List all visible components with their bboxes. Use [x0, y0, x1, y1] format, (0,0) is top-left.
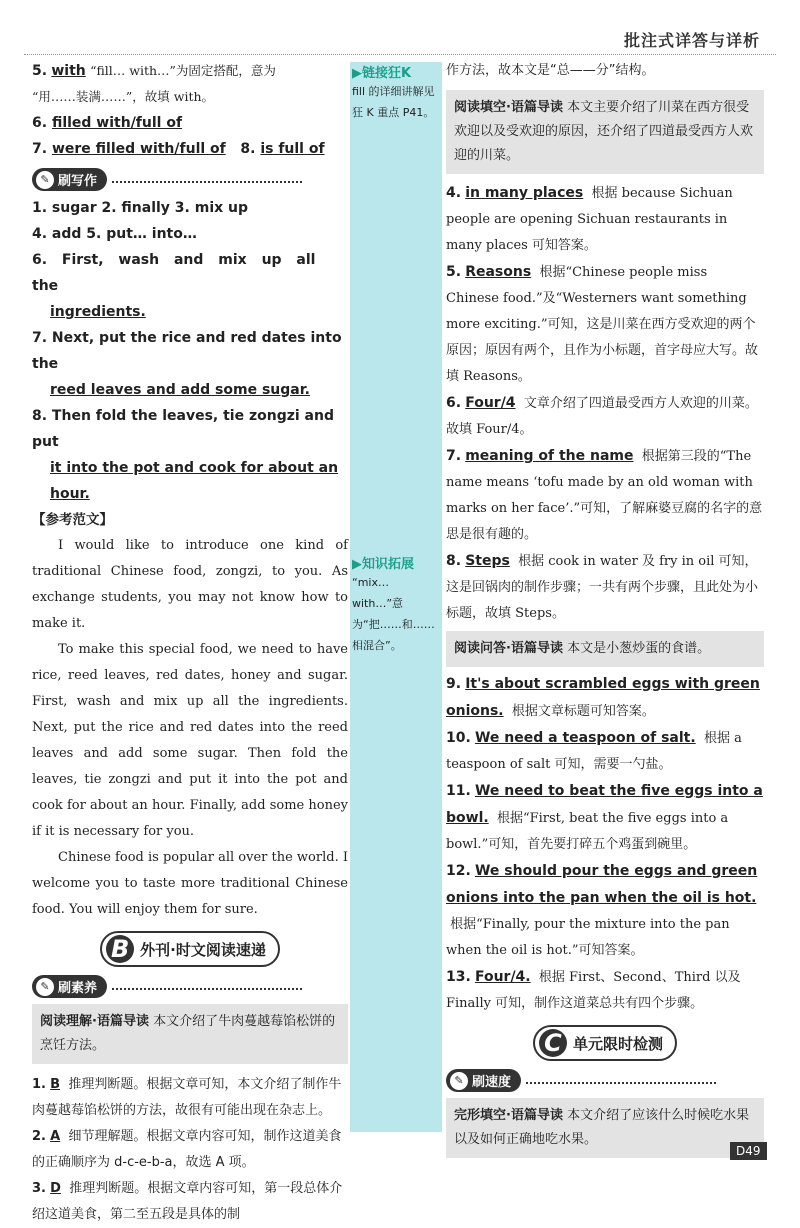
speed-section-heading — [446, 1069, 764, 1092]
answer-item: 6. Four/4 文章介绍了四道最受西方人欢迎的川菜。故填 Four/4。 — [446, 395, 758, 437]
answer-item: hour. — [50, 486, 90, 502]
reading-guide-box: 阅读问答·语篇导读 本文是小葱炒蛋的食谱。 — [446, 631, 764, 667]
page-number: D49 — [730, 1142, 767, 1160]
answer-item: it into the pot and cook for about an — [50, 460, 339, 476]
write-section-heading — [32, 168, 348, 191]
section-letter: C — [539, 1029, 567, 1057]
section-c-heading: C 单元限时检测 — [446, 1025, 764, 1061]
answer-item: ingredients. — [50, 304, 146, 320]
answer-item: 4. in many places 根据 because Sichuan people are opening Sichuan restaurants in many places 可知答案。 — [446, 185, 733, 253]
reading-guide-box: 阅读理解·语篇导读 本文介绍了牛肉蔓越莓馅松饼的烹饪方法。 — [32, 1004, 348, 1064]
left-column — [32, 58, 348, 1228]
answer-item: 13. Four/4. 根据 First、Second、Third 以及 Finally 可知，制作这道菜总共有四个步骤。 — [446, 969, 741, 1011]
answer-item: 2. A 细节理解题。根据文章内容可知，制作这道美食的正确顺序为 d-c-e-b-a，故选 A 项。 — [32, 1129, 342, 1170]
answer-item: 5. with “fill… with…”为固定搭配，意为 — [32, 63, 276, 79]
right-column — [446, 58, 764, 1158]
pen-icon: ✎ — [450, 1072, 468, 1090]
answer-item: 9. It's about scrambled eggs with green onions. 根据文章标题可知答案。 — [446, 676, 760, 719]
answer-item: 4. add 5. put… into… — [32, 226, 197, 242]
sample-essay-title: 【参考范文】 — [32, 512, 113, 528]
write-badge: ✎ 刷写作 — [32, 168, 107, 191]
answer-item: 12. We should pour the eggs and green onions into the pan when the oil is hot. 根据“Finally, pour the mixture into the pan when the oil is hot.”可知答案。 — [446, 863, 758, 958]
note-knowledge-title: ▶知识拓展 — [352, 557, 414, 572]
section-b-heading: B 外刊·时文阅读速递 — [32, 931, 348, 967]
literacy-badge: ✎ 刷素养 — [32, 975, 107, 998]
answer-item: 1. B 推理判断题。根据文章可知，本文介绍了制作牛肉蔓越莓馅松饼的方法，故很有可能出现在杂志上。 — [32, 1077, 342, 1118]
speed-badge: ✎ 刷速度 — [446, 1069, 521, 1092]
essay-paragraph: To make this special food, we need to have rice, reed leaves, red dates, honey and sugar. First, wash and mix up all the ingredients. Next, put the rice and red dates into the reed leaves and add some sugar. Then fold the leaves, tie zongzi and put it into the pot and cook for about an hour. Finally, add some honey if it is necessary for you. — [32, 642, 348, 839]
answer-item: 1. sugar 2. finally 3. mix up — [32, 200, 249, 216]
explanation-text: 作方法，故本文是“总——分”结构。 — [446, 63, 655, 78]
header-divider — [24, 54, 776, 55]
section-letter: B — [106, 935, 134, 963]
dotted-divider — [112, 175, 302, 183]
explanation-text: “fill… with…”为固定搭配，意为 — [90, 63, 276, 78]
answer-item: 8. Then fold the leaves, tie zongzi and put — [32, 408, 334, 450]
dotted-divider — [112, 982, 302, 990]
note-link-body: fill 的详细讲解见狂 K 重点 P41。 — [352, 85, 435, 119]
answer-item: 5. Reasons 根据“Chinese people miss Chinese food.”及“Westerners want something more exciting.”可知，这是川菜在西方受欢迎的两个原因；原因有两个，且作为小标题，首字母应大写。故填 Reasons。 — [446, 264, 759, 384]
essay-paragraph: I would like to introduce one kind of traditional Chinese food, zongzi, to you. As exchange students, you may not know how to make it. — [32, 538, 348, 631]
answer-item: 7. were filled with/full of 8. is full of — [32, 141, 325, 157]
answer-item: 7. meaning of the name 根据第三段的“The name means ‘tofu made by an old woman with marks on her face’.”可知，了解麻婆豆腐的名字的意思是很有趣的。 — [446, 448, 763, 542]
answer-item: 6. filled with/full of — [32, 115, 183, 131]
pen-icon: ✎ — [36, 978, 54, 996]
answer-item: 11. We need to beat the five eggs into a bowl. 根据“First, beat the five eggs into a bowl.”可知，首先要打碎五个鸡蛋到碗里。 — [446, 783, 763, 852]
essay-paragraph: Chinese food is popular all over the world. I welcome you to taste more traditional Chinese food. You will enjoy them for sure. — [32, 850, 348, 917]
reading-guide-box: 阅读填空·语篇导读 本文主要介绍了川菜在西方很受欢迎以及受欢迎的原因，还介绍了四道最受西方人欢迎的川菜。 — [446, 90, 764, 174]
reading-guide-box: 完形填空·语篇导读 本文介绍了应该什么时候吃水果以及如何正确地吃水果。 — [446, 1098, 764, 1158]
answer-item: 6. First, wash and mix up all the — [32, 252, 316, 294]
answer-item: 3. D 推理判断题。根据文章内容可知，第一段总体介绍这道美食，第二至五段是具体的制 — [32, 1181, 343, 1222]
explanation-text: “用……装满……”，故填 with。 — [32, 89, 215, 104]
literacy-section-heading — [32, 975, 348, 998]
answer-text: with — [51, 63, 86, 79]
pen-icon: ✎ — [36, 171, 54, 189]
dotted-divider — [526, 1076, 716, 1084]
answer-item: 10. We need a teaspoon of salt. 根据 a teaspoon of salt 可知，需要一勺盐。 — [446, 730, 742, 772]
note-link-title: ▶链接狂K — [352, 66, 412, 81]
answer-item: 8. Steps 根据 cook in water 及 fry in oil 可知，这是回锅肉的制作步骤；一共有两个步骤，且此处为小标题，故填 Steps。 — [446, 553, 759, 621]
page-header-title: 批注式详答与详析 — [623, 31, 760, 50]
answer-item: 7. Next, put the rice and red dates into the — [32, 330, 342, 372]
answer-item: reed leaves and add some sugar. — [50, 382, 310, 398]
side-notes — [352, 62, 440, 656]
note-knowledge-body: “mix… with…”意为“把……和……相混合”。 — [352, 576, 435, 652]
